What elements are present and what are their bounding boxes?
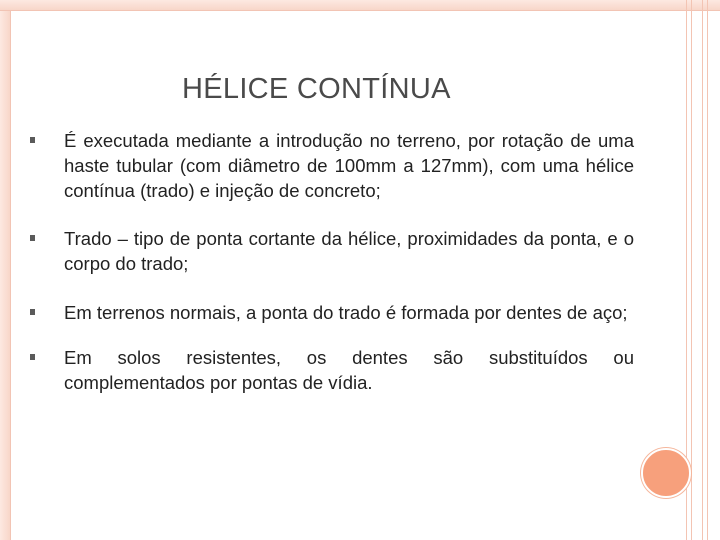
bullet-marker-icon	[30, 309, 35, 315]
bullet-text: É executada mediante a introdução no terreno, por rotação de uma haste tubular (com diâmetro de 100mm a 127mm), com uma hélice contínua (trado) e injeção de concreto;	[64, 130, 634, 201]
bullet-text: Em solos resistentes, os dentes são substituídos ou complementados por pontas de vídia.	[64, 347, 634, 393]
accent-circle	[641, 448, 691, 498]
left-frame-bar	[0, 0, 11, 540]
bullet-item	[30, 128, 634, 203]
bullet-text: Trado – tipo de ponta cortante da hélice, proximidades da ponta, e o corpo do trado;	[64, 228, 634, 274]
bullet-text: Em terrenos normais, a ponta do trado é formada por dentes de aço;	[64, 302, 628, 323]
bullet-marker-icon	[30, 235, 35, 241]
slide-title: HÉLICE CONTÍNUA	[182, 73, 451, 105]
bullet-marker-icon	[30, 137, 35, 143]
bullet-item	[30, 300, 634, 325]
bullet-item	[30, 345, 634, 395]
bullet-marker-icon	[30, 354, 35, 360]
right-frame-lines	[686, 0, 708, 540]
bullet-item	[30, 226, 634, 276]
bullet-list	[30, 128, 634, 418]
top-frame-bar	[0, 0, 720, 11]
